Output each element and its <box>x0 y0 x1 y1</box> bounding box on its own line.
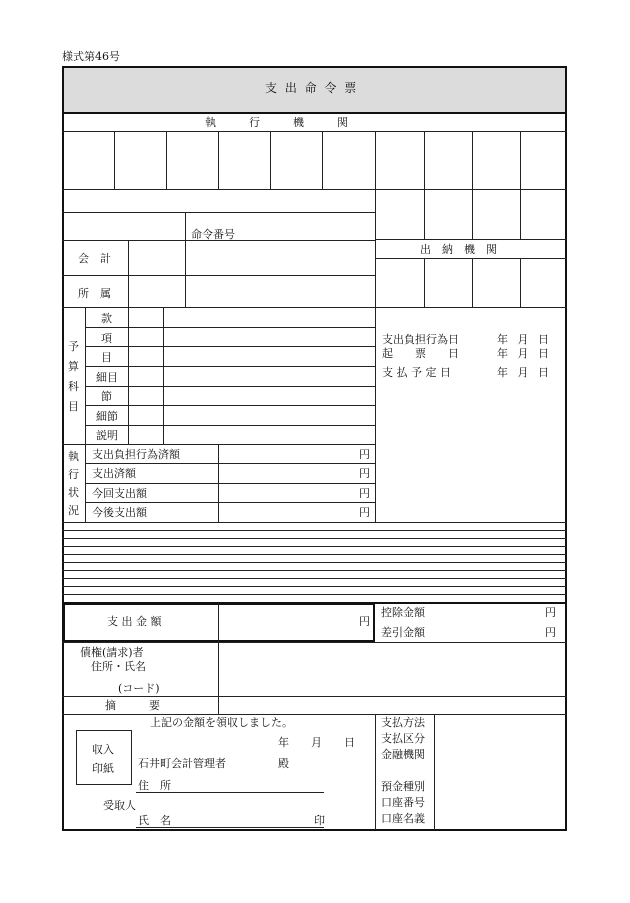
bank-divider <box>434 714 435 830</box>
row-line <box>85 346 375 347</box>
budget-row-label: 節 <box>101 390 112 403</box>
row-line <box>62 714 567 715</box>
received-text: 上記の金額を領収しました。 <box>150 716 293 729</box>
row-line <box>62 275 375 276</box>
status-row-label: 支出負担行為済額 <box>92 448 180 461</box>
date-ymd: 年 月 日 <box>497 366 552 379</box>
budget-vertical-char: 科 <box>68 380 79 393</box>
execution-agency-header: 執 行 機 関 <box>205 116 348 129</box>
blank-line <box>62 586 567 587</box>
creditor-sublabel: 住所・氏名 <box>91 660 146 673</box>
yen-unit: 円 <box>545 606 556 619</box>
yen-unit: 円 <box>359 487 370 500</box>
blank-line <box>62 578 567 579</box>
budget-row-label: 項 <box>101 332 112 345</box>
treasury-agency-header: 出 納 機 関 <box>420 243 497 256</box>
cell-divider <box>472 131 473 239</box>
row-line <box>62 240 375 241</box>
cell-divider <box>128 240 129 307</box>
yen-unit: 円 <box>359 448 370 461</box>
payment-method-label: 支払方法 <box>381 716 425 729</box>
date-label-commitment: 支出負担行為日 <box>382 333 459 346</box>
blank-line <box>62 530 567 531</box>
order-number-divider <box>185 212 186 307</box>
budget-row-label: 目 <box>101 351 112 364</box>
creditor-label: 債権(請求)者 <box>80 646 144 659</box>
row-line <box>85 366 375 367</box>
row-line <box>62 212 375 213</box>
account-number-label: 口座番号 <box>381 796 425 809</box>
row-line <box>62 522 567 523</box>
budget-side-divider <box>85 307 86 522</box>
cell-divider <box>166 131 167 189</box>
cell-divider <box>270 131 271 189</box>
row-line <box>85 425 375 426</box>
yen-unit: 円 <box>359 467 370 480</box>
stamp-label: 印紙 <box>92 762 114 775</box>
budget-row-label: 細節 <box>96 410 118 423</box>
status-row-label: 今後支出額 <box>92 506 147 519</box>
row-line <box>62 189 567 190</box>
cell-divider <box>424 258 425 307</box>
address-label: 住 所 <box>138 779 171 792</box>
blank-line <box>62 570 567 571</box>
row-line <box>85 463 375 464</box>
budget-vertical-char: 算 <box>68 360 79 373</box>
status-vertical-char: 行 <box>68 468 79 481</box>
department-label: 所 属 <box>78 287 111 300</box>
honorific: 殿 <box>278 757 289 770</box>
name-label: 氏 名 <box>138 814 171 827</box>
status-vertical-char: 況 <box>68 504 79 517</box>
cell-divider <box>424 131 425 239</box>
row-line <box>85 483 375 484</box>
date-label-voucher: 起 票 日 <box>382 347 459 360</box>
payment-class-label: 支払区分 <box>381 732 425 745</box>
cell-divider <box>322 131 323 189</box>
creditor-divider <box>218 642 219 714</box>
manager-label: 石井町会計管理者 <box>138 757 226 770</box>
deposit-type-label: 預金種別 <box>381 780 425 793</box>
blank-line <box>62 562 567 563</box>
status-vertical-char: 状 <box>68 486 79 499</box>
receipt-date: 年 月 日 <box>278 736 355 749</box>
cell-divider <box>520 258 521 307</box>
date-ymd: 年 月 日 <box>497 333 552 346</box>
date-label-payment: 支 払 予 定 日 <box>382 366 451 379</box>
row-line <box>62 696 567 697</box>
row-line <box>85 327 375 328</box>
budget-row-label: 款 <box>101 312 112 325</box>
cell-divider <box>520 131 521 239</box>
yen-unit: 円 <box>545 626 556 639</box>
status-vertical-char: 執 <box>68 450 79 463</box>
date-ymd: 年 月 日 <box>497 347 552 360</box>
row-line <box>62 307 567 308</box>
blank-line <box>62 594 567 595</box>
row-line <box>85 502 375 503</box>
summary-label: 摘 要 <box>105 699 160 712</box>
yen-unit: 円 <box>359 615 370 628</box>
row-line <box>85 405 375 406</box>
blank-line <box>62 538 567 539</box>
blank-line <box>62 554 567 555</box>
cell-divider <box>472 258 473 307</box>
yen-unit: 円 <box>359 506 370 519</box>
address-underline <box>136 792 324 793</box>
revenue-stamp-box <box>76 730 132 785</box>
order-number-label: 命令番号 <box>191 228 235 241</box>
stamp-label: 収入 <box>92 743 114 756</box>
row-line <box>62 642 567 643</box>
receipt-divider <box>375 714 376 830</box>
row-line <box>375 258 567 259</box>
title-divider <box>62 112 567 114</box>
row-line <box>85 386 375 387</box>
budget-row-label: 説明 <box>96 429 118 442</box>
net-amount-label: 差引金額 <box>381 626 425 639</box>
account-name-label: 口座名義 <box>381 812 425 825</box>
cell-divider <box>114 131 115 189</box>
budget-vertical-char: 予 <box>68 340 79 353</box>
financial-institution-label: 金融機関 <box>381 748 425 761</box>
receiver-label: 受取人 <box>103 799 136 812</box>
payment-amount-divider <box>218 603 219 642</box>
budget-vertical-char: 目 <box>68 400 79 413</box>
budget-row-label: 細目 <box>96 371 118 384</box>
accounting-label: 会 計 <box>78 252 111 265</box>
form-number: 様式第46号 <box>62 50 120 63</box>
name-underline <box>136 827 324 828</box>
payment-amount-label: 支 出 金 額 <box>107 615 162 628</box>
deduction-label: 控除金額 <box>381 606 425 619</box>
blank-line <box>62 546 567 547</box>
cell-divider <box>218 131 219 189</box>
form-title: 支 出 命 令 票 <box>265 81 359 95</box>
status-row-label: 支出済額 <box>92 467 136 480</box>
row-line <box>375 239 567 240</box>
agency-header-line <box>62 131 567 132</box>
seal-mark: 印 <box>314 814 325 827</box>
status-row-label: 今回支出額 <box>92 487 147 500</box>
code-label: (コード) <box>118 682 160 695</box>
